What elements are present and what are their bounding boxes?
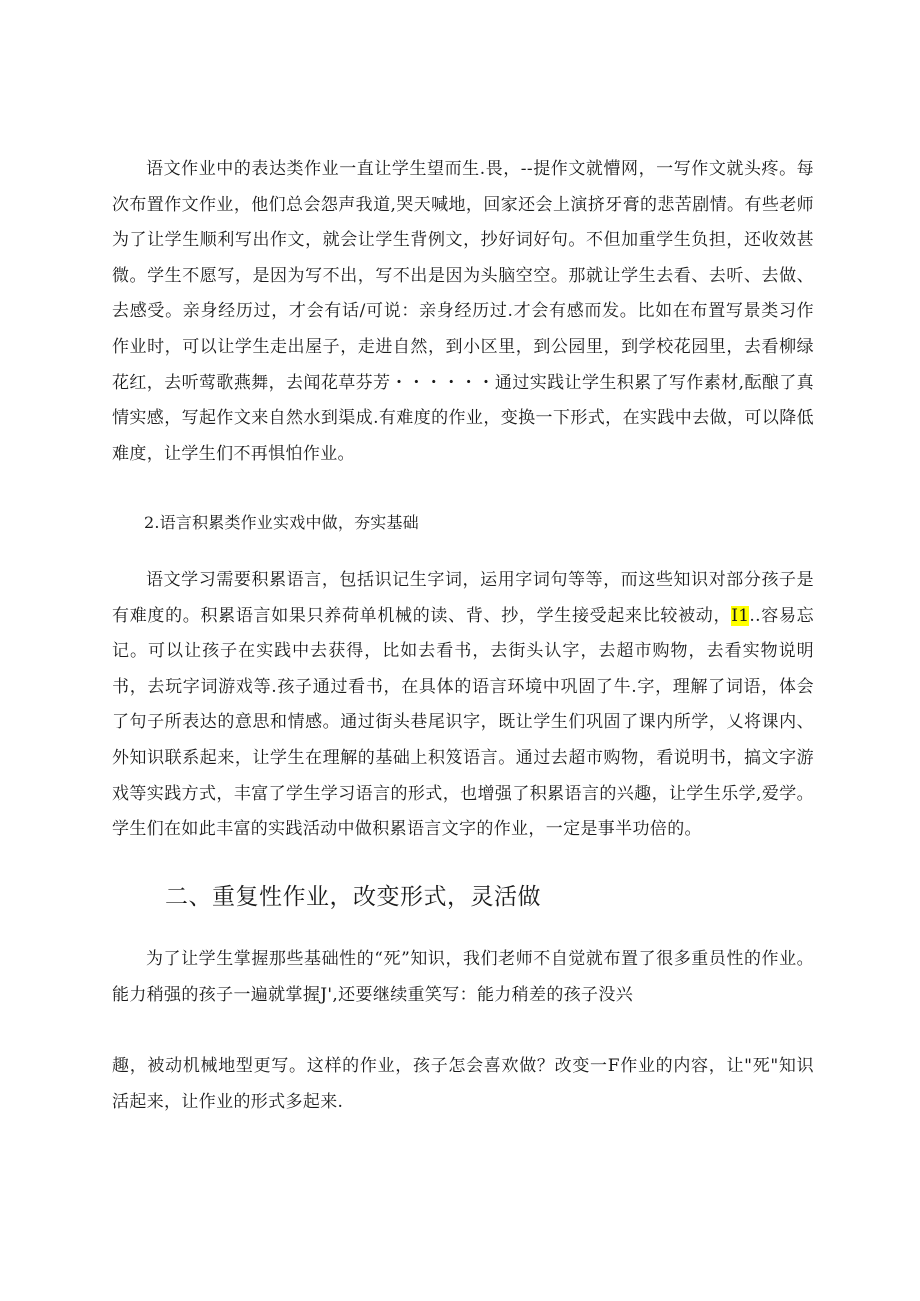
paragraph-2-text-end: ..容易忘记。可以让孩子在实践中去获得，比如去看书，去街头认字，去超市购物，去看实物说明书，去玩字词游戏等.孩子通过看书，在具体的语言环境中巩固了牛.字，理解了词语，体会了句子所表达的意思和情感。通过街头巷尾识字，既让学生们巩固了课内所学，乂将课内、外知识联系起来，让学生在理解的基础上积笈语言。通过去超市购物，看说明书，搞文字游戏等实践方式，丰富了学生学习语言的形式，也增强了积累语言的兴趣，让学生乐学,爱学。学生们在如此丰富的实践活动中做积累语言文字的作业，一定是事半功倍的。 [112,605,815,840]
paragraph-expression-homework: 语文作业中的表达类作业一直让学生望而生.畏，--提作文就懵网，一写作文就头疼。每次布置作文作业，他们总会怨声我道,哭天喊地，回家还会上演挤牙膏的悲苦剧情。有些老师为了让学生顺利写出作文，就会让学生背例文，抄好词好句。不但加重学生负担，还收效甚微。学生不愿写，是因为写不出，写不出是因为头脑空空。那就让学生去看、去听、去做、去感受。亲身经历过，才会有话/可说：亲身经历过.才会有感而发。比如在布置写景类习作作业时，可以让学生走出屋子，走进自然，到小区里，到公园里，到学校花园里，去看柳绿花红，去听莺歌燕舞，去闻花草芬芳・・・・・・通过实践让学生积累了写作素材,酝酿了真情实感，写起作文来自然水到渠成.有难度的作业，变换一下形式，在实践中去做，可以降低难度，让学生们不再惧怕作业。 [112,159,814,464]
paragraph-2-text-start: 语文学习需要积累语言，包括识记生字词，运用字词句等等，而这些知识对部分孩子是有难度的。积累语言如果只养荷单机械的读、背、抄，学生接受起来比较被动， [112,570,814,626]
section-heading-repetitive-homework: 二、重复性作业，改变形式，灵活做 [165,884,541,910]
paragraph-language-accumulation [112,563,814,848]
paragraph-repetitive-homework: 为了让学生掌握那些基础性的“死”知识，我们老师不自觉就布置了很多重员性的作业。能力稍强的孩子一遍就掌握J',还要继续重笑写：能力稍差的孩子没兴 [112,949,814,1005]
paragraph-repetitive-homework-continued: 趣，被动机械地型更写。这样的作业，孩子怎会喜欢做？改变一F作业的内容，让"死"知识活起来，让作业的形式多起来. [112,1056,814,1112]
subheading-language-accumulation: 2.语言积累类作业实戏中做，夯实基础 [144,513,419,532]
highlighted-text: I1 [731,605,750,626]
